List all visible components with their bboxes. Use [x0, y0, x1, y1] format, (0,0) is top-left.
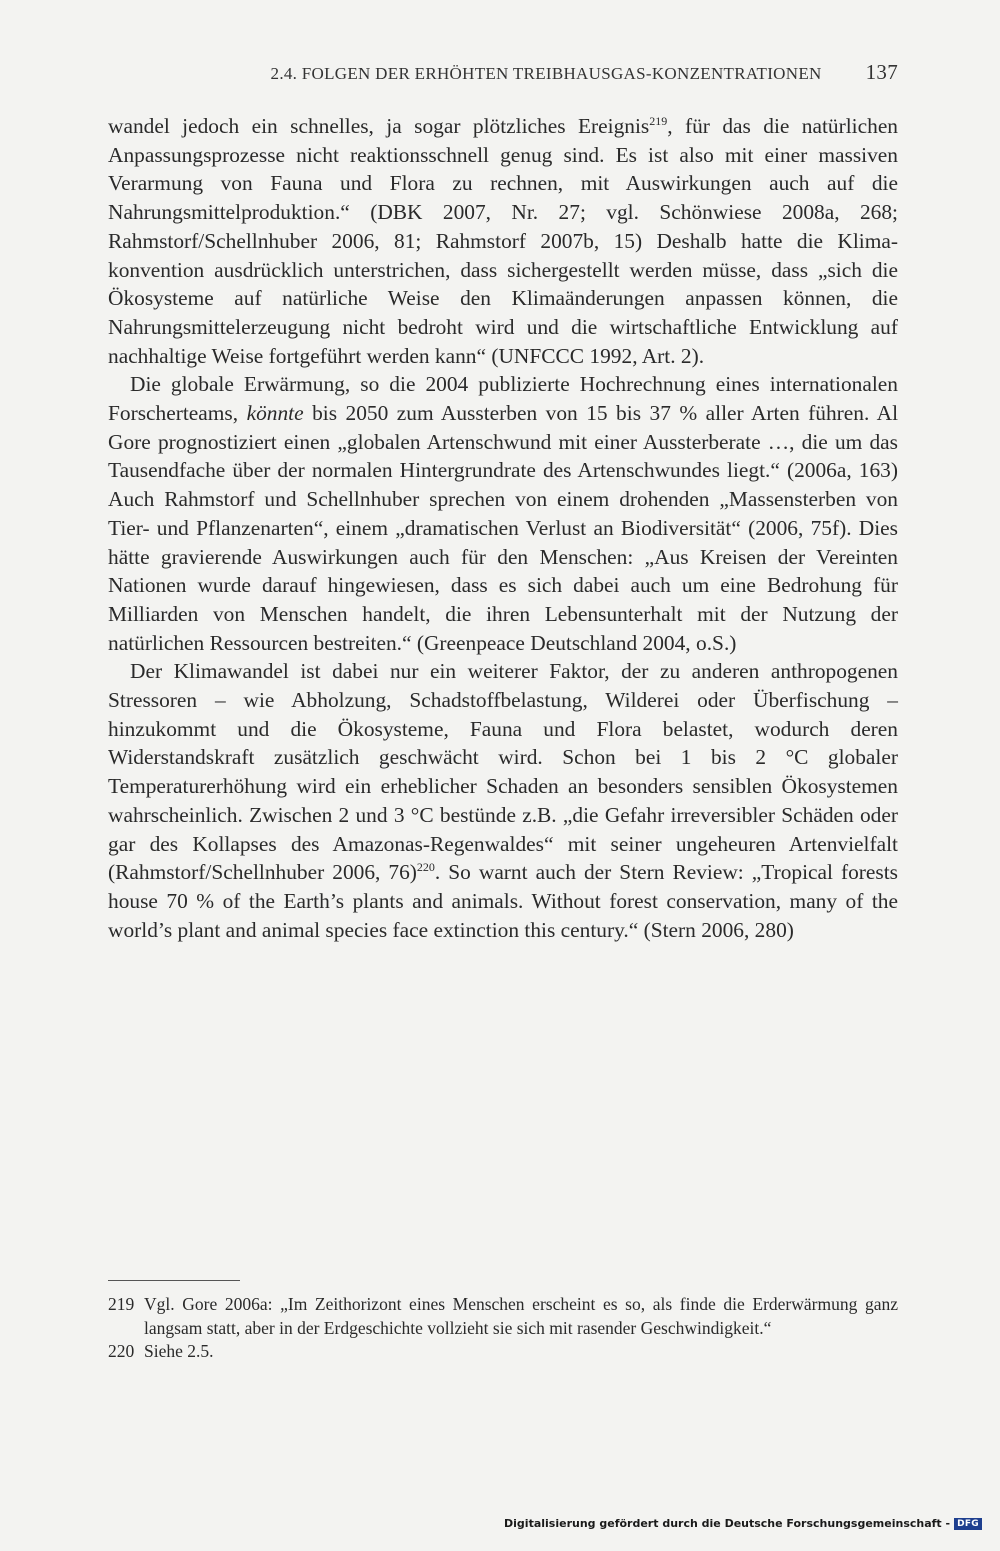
paragraph-3	[108, 657, 898, 944]
paragraph-2	[108, 370, 898, 657]
paragraph-1-text-b: , für das die natürlichen Anpassungsprozesse nicht reaktionsschnell genug sind. Es ist also mit einer massiven Verarmung von Fauna und Flora zu rechnen, mit Auswirkungen auch auf die Nahrungsmittelproduktion.“ (DBK 2007, Nr. 27; vgl. Schönwiese 2008a, 268; Rahmstorf/Schellnhuber 2006, 81; Rahmstorf 2007b, 15) Deshalb hatte die Klimakonvention ausdrücklich unterstrichen, dass sichergestellt werden müsse, dass „sich die Ökosysteme auf natürliche Weise den Klimaänderungen anpassen können, die Nahrungsmittelerzeugung nicht bedroht wird und die wirtschaftliche Entwicklung auf nachhaltige Weise fortgeführt werden kann“ (UNFCCC 1992, Art. 2).	[108, 114, 899, 368]
paragraph-2-text-a: Die globale Erwärmung, so die 2004 publizierte Hochrechnung eines internationalen Forscherteams,	[108, 372, 898, 426]
running-head	[108, 60, 898, 85]
running-head-section-title: 2.4. FOLGEN DER ERHÖHTEN TREIBHAUSGAS-KONZENTRATIONEN	[270, 64, 822, 83]
paragraph-3-text-b: . So warnt auch der Stern Review: „Tropical forests house 70 % of the Earth’s plants and animals. Without forest conservation, many of the world’s plant and animal species face extinction this century.“ (Stern 2006, 280)	[108, 860, 898, 942]
digitization-credit-text: Digitalisierung gefördert durch die Deutsche Forschungsgemeinschaft -	[504, 1517, 951, 1530]
footnote-number: 219	[108, 1294, 135, 1314]
digitization-credit	[504, 1517, 982, 1530]
paragraph-1	[108, 112, 898, 370]
footnote-separator	[108, 1280, 240, 1281]
body-text	[108, 112, 898, 944]
page-number: 137	[865, 60, 898, 84]
footnote-text: Siehe 2.5.	[144, 1341, 214, 1361]
paragraph-1-text-a: wandel jedoch ein schnelles, ja sogar plötzliches Ereignis	[108, 114, 650, 138]
footnote-ref-220[interactable]: 220	[416, 860, 435, 875]
paragraph-2-emphasis: könnte	[246, 401, 304, 426]
footnote-text: Vgl. Gore 2006a: „Im Zeithorizont eines Menschen erscheint es so, als finde die Erderwärmung ganz langsam statt, aber in der Erdgeschichte vollzieht sie sich mit rasender Geschwindigkeit.“	[144, 1294, 898, 1338]
footnote-220	[108, 1340, 898, 1364]
footnote-number: 220	[108, 1341, 135, 1361]
paragraph-3-text-a: Der Klimawandel ist dabei nur ein weiterer Faktor, der zu anderen anthropogenen Stressoren – wie Abholzung, Schadstoffbelastung, Wilderei oder Überfischung – hinzukommt und die Ökosysteme, Fauna und Flora belastet, wodurch deren Widerstandskraft zusätzlich geschwächt wird. Schon bei 1 bis 2 °C globaler Temperaturerhöhung wird ein erheblicher Schaden an besonders sensiblen Ökosystemen wahrscheinlich. Zwischen 2 und 3 °C bestünde z.B. „die Gefahr irreversibler Schäden oder gar des Kollapses des Amazonas-Regenwaldes“ mit seiner ungeheuren Artenvielfalt (Rahmstorf/Schellnhuber 2006, 76)	[108, 659, 898, 885]
footnotes	[108, 1293, 898, 1364]
footnote-ref-219[interactable]: 219	[649, 113, 668, 128]
paragraph-2-text-b: bis 2050 zum Aussterben von 15 bis 37 % aller Arten führen. Al Gore prognostiziert einen „globalen Artenschwund mit einer Aussterberate …, die um das Tausendfache über der normalen Hintergrundrate des Artenschwundes liegt.“ (2006a, 163) Auch Rahmstorf und Schellnhuber sprechen von einem drohenden „Massensterben von Tier- und Pflanzenarten“, einem „dramatischen Verlust an Biodiversität“ (2006, 75f). Dies hätte gravierende Auswirkungen auch für den Menschen: „Aus Kreisen der Vereinten Nationen wurde darauf hingewiesen, dass es sich dabei auch um eine Bedrohung für Milliarden von Menschen handelt, die ihren Lebensunterhalt mit der Nutzung der natürlichen Ressourcen bestreiten.“ (Greenpeace Deutschland 2004, o.S.)	[108, 401, 899, 655]
dfg-logo-icon: DFG	[954, 1518, 982, 1530]
footnote-219	[108, 1293, 898, 1340]
